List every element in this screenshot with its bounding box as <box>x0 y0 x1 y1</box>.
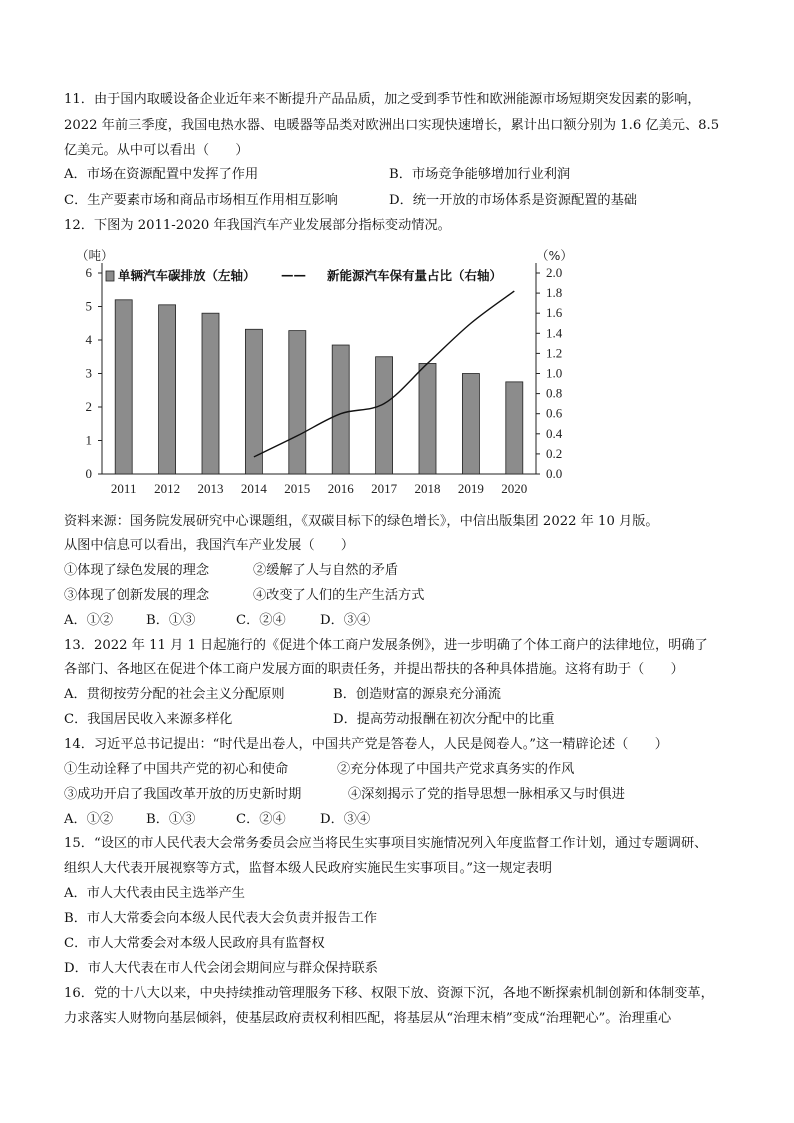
q12-option-d: D．③④ <box>320 613 371 628</box>
x-tick-label: 2013 <box>197 481 224 496</box>
left-tick-label: 2 <box>85 399 92 414</box>
legend-line-swatch: —— <box>281 267 306 282</box>
q11-line2: 2022 年前三季度，我国电热水器、电暖器等品类对欧洲出口实现快速增长，累计出口额分别为 1.6 亿美元、8.5 <box>64 118 720 133</box>
right-tick-label: 1.4 <box>546 325 563 341</box>
bar-carbon-emission <box>245 329 262 474</box>
q12-option-c: C．②④ <box>236 613 286 628</box>
q15-option-c: C．市人大常委会对本级人民政府具有监督权 <box>64 936 325 951</box>
q15-option-d: D．市人大代表在市人代会闭会期间应与群众保持联系 <box>64 961 378 976</box>
x-tick-label: 2017 <box>371 481 398 496</box>
q12-chart <box>64 240 573 500</box>
q16-line1: 16．党的十八大以来，中央持续推动管理服务下移、权限下放、资源下沉，各地不断探索机制创新和体制变革， <box>64 986 714 1001</box>
q15-option-b: B．市人大常委会向本级人民代表大会负责并报告工作 <box>64 911 378 926</box>
q11-option-b: B．市场竞争能够增加行业利润 <box>389 167 571 182</box>
q12-statement-2: ②缓解了人与自然的矛盾 <box>253 563 399 578</box>
q14-statement-3: ③成功开启了我国改革开放的历史新时期 <box>64 787 302 802</box>
q13-option-a: A．贯彻按劳分配的社会主义分配原则 <box>64 687 285 702</box>
q14-statement-2: ②充分体现了中国共产党求真务实的作风 <box>337 762 575 777</box>
q14-option-d: D．③④ <box>320 812 371 827</box>
q15-option-a: A．市人大代表由民主选举产生 <box>64 886 245 901</box>
right-tick-label: 1.2 <box>546 345 563 361</box>
left-tick-label: 1 <box>85 432 92 448</box>
q12-statement-3: ③体现了创新发展的理念 <box>64 588 210 603</box>
q12-intro: 12．下图为 2011-2020 年我国汽车产业发展部分指标变动情况。 <box>64 218 451 233</box>
q13-line2: 各部门、各地区在促进个体工商户发展方面的职责任务，并提出帮扶的各种具体措施。这将有助于（ ） <box>64 662 684 677</box>
bar-carbon-emission <box>202 313 219 474</box>
legend-line-label: 新能源汽车保有量占比（右轴） <box>327 268 503 283</box>
chart-svg <box>64 240 573 500</box>
legend-bar-swatch <box>106 271 114 281</box>
right-tick-label: 1.0 <box>546 365 563 381</box>
bar-carbon-emission <box>115 300 132 474</box>
left-tick-label: 5 <box>85 298 92 314</box>
right-tick-label: 0.2 <box>546 445 563 461</box>
left-tick-label: 4 <box>85 332 92 347</box>
x-tick-label: 2014 <box>240 481 267 496</box>
bar-carbon-emission <box>506 382 523 474</box>
bar-carbon-emission <box>289 331 306 474</box>
x-tick-label: 2015 <box>284 481 311 496</box>
bar-carbon-emission <box>462 374 479 475</box>
q12-option-b: B．①③ <box>146 613 196 628</box>
q14-statement-4: ④深刻揭示了党的指导思想一脉相承又与时俱进 <box>348 787 625 802</box>
q12-source: 资料来源：国务院发展研究中心课题组，《双碳目标下的绿色增长》，中信出版集团 2022 年 10 月版。 <box>64 514 659 529</box>
q13-option-c: C．我国居民收入来源多样化 <box>64 712 233 727</box>
x-tick-label: 2018 <box>414 481 441 496</box>
right-axis-unit: （%） <box>536 248 573 263</box>
q15-line1: 15．“设区的市人民代表大会常务委员会应当将民生实事项目实施情况列入年度监督工作计划，通过专题调研、 <box>64 836 708 851</box>
q13-option-d: D．提高劳动报酬在初次分配中的比重 <box>333 712 555 727</box>
bar-carbon-emission <box>419 363 436 474</box>
bar-carbon-emission <box>376 357 393 474</box>
right-tick-label: 1.6 <box>546 305 563 321</box>
right-tick-label: 0.8 <box>546 385 563 401</box>
left-axis-unit: （吨） <box>76 248 114 263</box>
q11-option-d: D．统一开放的市场体系是资源配置的基础 <box>389 193 637 208</box>
q13-option-b: B．创造财富的源泉充分涌流 <box>333 687 501 702</box>
left-tick-label: 0 <box>85 466 92 481</box>
q14-option-a: A．①② <box>64 812 114 827</box>
q12-statement-1: ①体现了绿色发展的理念 <box>64 563 210 578</box>
bar-carbon-emission <box>159 305 176 474</box>
q11-line1: 11．由于国内取暖设备企业近年来不断提升产品品质，加之受到季节性和欧洲能源市场短期突发因素的影响， <box>64 92 701 107</box>
q14-option-c: C．②④ <box>236 812 286 827</box>
right-tick-label: 0.4 <box>546 425 563 441</box>
q12-stem: 从图中信息可以看出，我国汽车产业发展（ ） <box>64 538 355 553</box>
x-tick-label: 2011 <box>110 481 137 496</box>
x-tick-label: 2012 <box>154 481 181 496</box>
right-tick-label: 2.0 <box>546 265 563 280</box>
right-tick-label: 0.0 <box>546 466 563 481</box>
q12-option-a: A．①② <box>64 613 114 628</box>
q11-option-c: C．生产要素市场和商品市场相互作用相互影响 <box>64 193 338 208</box>
q11-option-a: A．市场在资源配置中发挥了作用 <box>64 167 259 182</box>
q14-option-b: B．①③ <box>146 812 196 827</box>
q13-line1: 13．2022 年 11 月 1 日起施行的《促进个体工商户发展条例》，进一步明确了个体工商户的法律地位，明确了 <box>64 638 708 653</box>
x-tick-label: 2019 <box>457 481 484 496</box>
left-tick-label: 3 <box>85 365 92 381</box>
legend-bar-label: 单辆汽车碳排放（左轴） <box>118 268 256 283</box>
q15-line2: 组织人大代表开展视察等方式，监督本级人民政府实施民生实事项目。”这一规定表明 <box>64 861 553 876</box>
q12-statement-4: ④改变了人们的生产生活方式 <box>253 588 425 603</box>
q14-statement-1: ①生动诠释了中国共产党的初心和使命 <box>64 762 289 777</box>
q16-line2: 力求落实人财物向基层倾斜，使基层政府责权利相匹配，将基层从“治理末梢”变成“治理靶心”。治理重心 <box>64 1011 672 1026</box>
x-tick-label: 2020 <box>501 481 528 496</box>
right-tick-label: 0.6 <box>546 405 563 421</box>
right-tick-label: 1.8 <box>546 285 563 301</box>
bar-carbon-emission <box>332 345 349 474</box>
q14-line1: 14．习近平总书记提出：“时代是出卷人，中国共产党是答卷人，人民是阅卷人。”这一精辟论述（ ） <box>64 737 668 752</box>
left-tick-label: 6 <box>85 265 92 280</box>
q11-line3: 亿美元。从中可以看出（ ） <box>64 143 249 158</box>
x-tick-label: 2016 <box>327 481 354 496</box>
